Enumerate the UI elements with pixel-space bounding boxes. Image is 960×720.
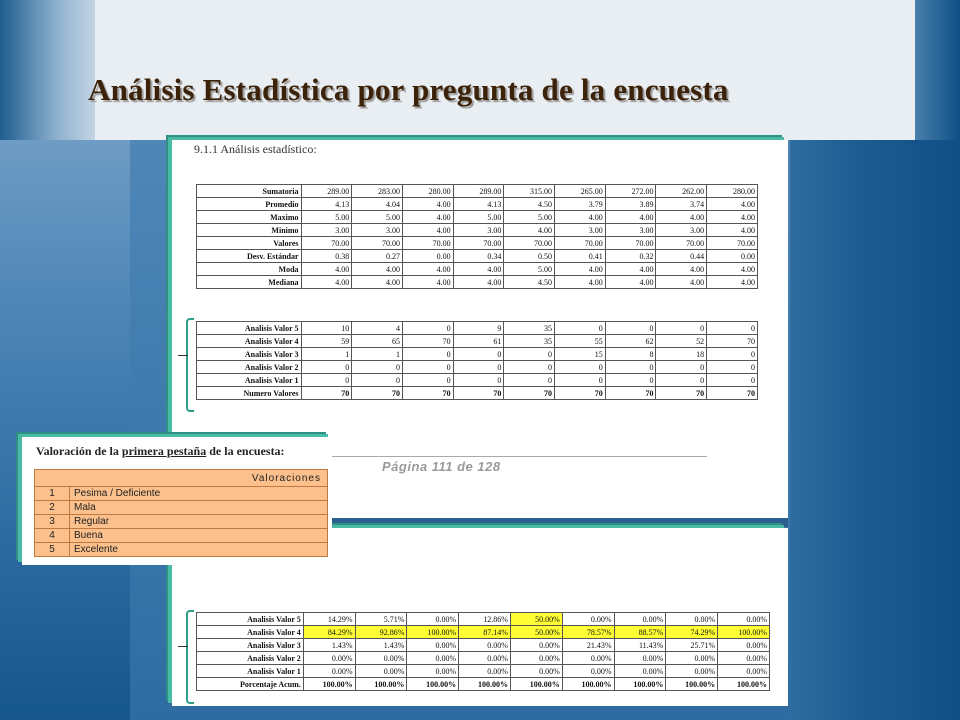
table-cell: 0 bbox=[707, 374, 758, 387]
table-cell: 4.04 bbox=[352, 198, 403, 211]
table-cell: 70.00 bbox=[402, 237, 453, 250]
table-cell: 5.00 bbox=[352, 211, 403, 224]
table-cell: 0.00% bbox=[718, 665, 770, 678]
table-cell: 78.57% bbox=[562, 626, 614, 639]
page-footer-rule bbox=[327, 456, 707, 457]
table-cell: 70 bbox=[352, 387, 403, 400]
table-cell: 50.00% bbox=[510, 613, 562, 626]
table-cell: 4.00 bbox=[555, 263, 606, 276]
row-label: Analisis Valor 4 bbox=[197, 626, 304, 639]
table-cell: 0 bbox=[402, 348, 453, 361]
table-cell: 0 bbox=[707, 348, 758, 361]
table-cell: 5.00 bbox=[301, 211, 352, 224]
table-cell: 0.00% bbox=[355, 652, 407, 665]
table-cell: 4.50 bbox=[504, 276, 555, 289]
valoracion-index: 2 bbox=[35, 501, 70, 515]
table-cell: 0 bbox=[453, 374, 504, 387]
table-cell: 4.00 bbox=[656, 276, 707, 289]
table-row bbox=[197, 613, 770, 626]
table-cell: 3.00 bbox=[453, 224, 504, 237]
table-cell: 8 bbox=[605, 348, 656, 361]
table-cell: 0.27 bbox=[352, 250, 403, 263]
table-cell: 0 bbox=[402, 361, 453, 374]
table-cell: 0.00% bbox=[407, 652, 459, 665]
section-heading: 9.1.1 Análisis estadístico: bbox=[194, 142, 317, 156]
table-cell: 4.00 bbox=[402, 211, 453, 224]
table-cell: 70.00 bbox=[352, 237, 403, 250]
table-cell: 0.00% bbox=[614, 665, 666, 678]
table-cell: 5.00 bbox=[504, 211, 555, 224]
table-cell: 70.00 bbox=[656, 237, 707, 250]
row-label: Moda bbox=[197, 263, 302, 276]
table-row bbox=[197, 237, 758, 250]
table-cell: 3.00 bbox=[656, 224, 707, 237]
table-cell: 70.00 bbox=[605, 237, 656, 250]
table-cell: 0 bbox=[352, 361, 403, 374]
table-cell: 0.00% bbox=[666, 665, 718, 678]
table-cell: 0.00% bbox=[459, 665, 511, 678]
table-row bbox=[197, 185, 758, 198]
table-cell: 100.00% bbox=[510, 678, 562, 691]
table-cell: 3.00 bbox=[555, 224, 606, 237]
table-cell: 0.34 bbox=[453, 250, 504, 263]
table-cell: 4.00 bbox=[453, 276, 504, 289]
table-cell: 4.00 bbox=[605, 263, 656, 276]
table-cell: 92.86% bbox=[355, 626, 407, 639]
heading-underlined: primera pestaña bbox=[121, 444, 207, 458]
table-cell: 21.43% bbox=[562, 639, 614, 652]
table-cell: 280.00 bbox=[402, 185, 453, 198]
row-label: Minimo bbox=[197, 224, 302, 237]
row-label: Promedio bbox=[197, 198, 302, 211]
table-cell: 0 bbox=[352, 374, 403, 387]
table-row bbox=[197, 665, 770, 678]
table-cell: 9 bbox=[453, 322, 504, 335]
table-cell: 70 bbox=[707, 387, 758, 400]
row-label: Mediana bbox=[197, 276, 302, 289]
table-cell: 0.00% bbox=[614, 613, 666, 626]
table-cell: 0 bbox=[605, 322, 656, 335]
valoraciones-table bbox=[34, 469, 328, 557]
table-cell: 0.00% bbox=[303, 665, 355, 678]
valoracion-row bbox=[35, 487, 328, 501]
slide-title: Análisis Estadística por pregunta de la encuesta bbox=[88, 72, 729, 107]
table-cell: 100.00% bbox=[614, 678, 666, 691]
table-cell: 3.79 bbox=[555, 198, 606, 211]
table-cell: 0.38 bbox=[301, 250, 352, 263]
valoracion-label: Pesima / Deficiente bbox=[70, 487, 328, 501]
table-cell: 70 bbox=[402, 387, 453, 400]
table-cell: 0.00% bbox=[718, 613, 770, 626]
table-cell: 87.14% bbox=[459, 626, 511, 639]
page-separator-bar bbox=[326, 518, 788, 527]
table-cell: 4.00 bbox=[656, 211, 707, 224]
bracket-percent bbox=[186, 610, 194, 704]
valoraciones-card bbox=[22, 437, 332, 565]
table-cell: 0 bbox=[555, 322, 606, 335]
table-cell: 1.43% bbox=[303, 639, 355, 652]
table-cell: 70.00 bbox=[453, 237, 504, 250]
valoracion-label: Excelente bbox=[70, 543, 328, 557]
table-cell: 0 bbox=[605, 361, 656, 374]
table-cell: 100.00% bbox=[459, 678, 511, 691]
percent-table bbox=[196, 612, 770, 691]
valoracion-label: Buena bbox=[70, 529, 328, 543]
table-cell: 4.00 bbox=[707, 224, 758, 237]
table-row bbox=[197, 678, 770, 691]
table-cell: 0 bbox=[504, 348, 555, 361]
table-cell: 3.89 bbox=[605, 198, 656, 211]
table-cell: 62 bbox=[605, 335, 656, 348]
valoracion-row bbox=[35, 515, 328, 529]
table-row bbox=[197, 224, 758, 237]
table-cell: 0 bbox=[301, 361, 352, 374]
table-cell: 0.00% bbox=[666, 613, 718, 626]
table-cell: 4.00 bbox=[301, 276, 352, 289]
valoracion-index: 5 bbox=[35, 543, 70, 557]
table-cell: 265.00 bbox=[555, 185, 606, 198]
table-cell: 35 bbox=[504, 335, 555, 348]
table-cell: 5.71% bbox=[355, 613, 407, 626]
table-cell: 0.00% bbox=[562, 665, 614, 678]
table-cell: 100.00% bbox=[718, 626, 770, 639]
table-cell: 280.00 bbox=[707, 185, 758, 198]
row-label: Analisis Valor 3 bbox=[197, 639, 304, 652]
table-cell: 0 bbox=[301, 374, 352, 387]
table-cell: 0.00% bbox=[407, 639, 459, 652]
row-label: Analisis Valor 5 bbox=[197, 613, 304, 626]
table-cell: 4.00 bbox=[453, 263, 504, 276]
table-cell: 289.00 bbox=[453, 185, 504, 198]
table-cell: 4.00 bbox=[352, 263, 403, 276]
table-row bbox=[197, 263, 758, 276]
row-label: Analisis Valor 1 bbox=[197, 374, 302, 387]
table-cell: 0 bbox=[555, 361, 606, 374]
table-cell: 100.00% bbox=[355, 678, 407, 691]
table-cell: 1 bbox=[301, 348, 352, 361]
table-cell: 25.71% bbox=[666, 639, 718, 652]
table-cell: 70 bbox=[555, 387, 606, 400]
table-cell: 283.00 bbox=[352, 185, 403, 198]
table-cell: 84.29% bbox=[303, 626, 355, 639]
table-row bbox=[197, 322, 758, 335]
table-cell: 70 bbox=[656, 387, 707, 400]
table-cell: 0 bbox=[656, 322, 707, 335]
table-cell: 4.50 bbox=[504, 198, 555, 211]
table-cell: 70 bbox=[301, 387, 352, 400]
bracket-tick bbox=[178, 646, 188, 647]
table-cell: 10 bbox=[301, 322, 352, 335]
table-cell: 4.00 bbox=[352, 276, 403, 289]
table-cell: 3.00 bbox=[352, 224, 403, 237]
table-row bbox=[197, 250, 758, 263]
table-cell: 4.00 bbox=[504, 224, 555, 237]
table-cell: 0.32 bbox=[605, 250, 656, 263]
table-cell: 4.00 bbox=[301, 263, 352, 276]
table-cell: 1.43% bbox=[355, 639, 407, 652]
table-cell: 4.00 bbox=[402, 198, 453, 211]
table-cell: 59 bbox=[301, 335, 352, 348]
row-label: Sumatoria bbox=[197, 185, 302, 198]
table-cell: 35 bbox=[504, 322, 555, 335]
table-cell: 14.29% bbox=[303, 613, 355, 626]
table-cell: 0 bbox=[453, 348, 504, 361]
table-cell: 4 bbox=[352, 322, 403, 335]
table-cell: 100.00% bbox=[303, 678, 355, 691]
table-cell: 5.00 bbox=[453, 211, 504, 224]
valoracion-index: 4 bbox=[35, 529, 70, 543]
table-cell: 0 bbox=[504, 374, 555, 387]
table-cell: 0.00% bbox=[562, 652, 614, 665]
table-cell: 70 bbox=[453, 387, 504, 400]
valoracion-row bbox=[35, 501, 328, 515]
table-cell: 0.00% bbox=[718, 639, 770, 652]
table-cell: 50.00% bbox=[510, 626, 562, 639]
table-cell: 4.00 bbox=[402, 224, 453, 237]
row-label: Porcentaje Acum. bbox=[197, 678, 304, 691]
counts-table bbox=[196, 321, 758, 400]
table-row bbox=[197, 374, 758, 387]
table-cell: 4.00 bbox=[402, 276, 453, 289]
table-cell: 74.29% bbox=[666, 626, 718, 639]
table-cell: 0.44 bbox=[656, 250, 707, 263]
row-label: Analisis Valor 2 bbox=[197, 361, 302, 374]
row-label: Analisis Valor 1 bbox=[197, 665, 304, 678]
table-cell: 18 bbox=[656, 348, 707, 361]
table-cell: 0 bbox=[707, 361, 758, 374]
table-row bbox=[197, 639, 770, 652]
table-row bbox=[197, 387, 758, 400]
table-cell: 0 bbox=[656, 361, 707, 374]
table-cell: 0.50 bbox=[504, 250, 555, 263]
table-cell: 100.00% bbox=[407, 678, 459, 691]
table-cell: 4.00 bbox=[707, 276, 758, 289]
table-cell: 4.00 bbox=[605, 211, 656, 224]
bracket-counts bbox=[186, 318, 194, 412]
table-cell: 70.00 bbox=[555, 237, 606, 250]
table-cell: 11.43% bbox=[614, 639, 666, 652]
table-cell: 0.00% bbox=[459, 652, 511, 665]
row-label: Numero Valores bbox=[197, 387, 302, 400]
heading-suffix: de la encuesta: bbox=[206, 444, 285, 458]
valoracion-row bbox=[35, 529, 328, 543]
table-cell: 70 bbox=[605, 387, 656, 400]
table-row bbox=[197, 276, 758, 289]
table-cell: 4.13 bbox=[301, 198, 352, 211]
table-cell: 52 bbox=[656, 335, 707, 348]
table-cell: 70.00 bbox=[504, 237, 555, 250]
table-row bbox=[197, 335, 758, 348]
valoraciones-header: Valoraciones bbox=[35, 470, 328, 487]
valoracion-row bbox=[35, 543, 328, 557]
table-cell: 3.00 bbox=[605, 224, 656, 237]
title-panel bbox=[95, 0, 915, 140]
table-cell: 262.00 bbox=[656, 185, 707, 198]
table-cell: 61 bbox=[453, 335, 504, 348]
table-cell: 4.13 bbox=[453, 198, 504, 211]
table-cell: 4.00 bbox=[707, 211, 758, 224]
table-cell: 0.00% bbox=[510, 665, 562, 678]
row-label: Valores bbox=[197, 237, 302, 250]
page-number: Página 111 de 128 bbox=[382, 459, 501, 474]
table-cell: 4.00 bbox=[555, 211, 606, 224]
table-cell: 3.00 bbox=[301, 224, 352, 237]
table-cell: 0.00% bbox=[666, 652, 718, 665]
table-cell: 272.00 bbox=[605, 185, 656, 198]
table-cell: 5.00 bbox=[504, 263, 555, 276]
table-cell: 315.00 bbox=[504, 185, 555, 198]
row-label: Analisis Valor 2 bbox=[197, 652, 304, 665]
table-cell: 0 bbox=[656, 374, 707, 387]
table-cell: 3.74 bbox=[656, 198, 707, 211]
table-cell: 0.00% bbox=[718, 652, 770, 665]
table-cell: 12.86% bbox=[459, 613, 511, 626]
table-cell: 0.00% bbox=[407, 613, 459, 626]
table-row bbox=[197, 198, 758, 211]
table-row bbox=[197, 361, 758, 374]
table-cell: 70 bbox=[707, 335, 758, 348]
table-cell: 100.00% bbox=[562, 678, 614, 691]
slide-background-right bbox=[790, 140, 960, 720]
table-cell: 0.00% bbox=[562, 613, 614, 626]
table-cell: 4.00 bbox=[402, 263, 453, 276]
table-cell: 0.00% bbox=[510, 652, 562, 665]
table-row bbox=[197, 348, 758, 361]
row-label: Maximo bbox=[197, 211, 302, 224]
table-cell: 15 bbox=[555, 348, 606, 361]
stats-table bbox=[196, 184, 758, 289]
row-label: Desv. Estándar bbox=[197, 250, 302, 263]
table-cell: 0.00% bbox=[355, 665, 407, 678]
valoraciones-heading bbox=[36, 444, 285, 459]
table-cell: 0.00% bbox=[407, 665, 459, 678]
table-cell: 0 bbox=[453, 361, 504, 374]
table-row bbox=[197, 652, 770, 665]
table-cell: 4.00 bbox=[707, 263, 758, 276]
table-cell: 88.57% bbox=[614, 626, 666, 639]
table-cell: 4.00 bbox=[707, 198, 758, 211]
table-cell: 4.00 bbox=[605, 276, 656, 289]
table-cell: 0 bbox=[402, 322, 453, 335]
table-cell: 65 bbox=[352, 335, 403, 348]
row-label: Analisis Valor 3 bbox=[197, 348, 302, 361]
slide-background-left bbox=[0, 140, 130, 720]
table-row bbox=[197, 626, 770, 639]
table-cell: 0 bbox=[555, 374, 606, 387]
table-cell: 0.00 bbox=[402, 250, 453, 263]
table-cell: 4.00 bbox=[555, 276, 606, 289]
table-row bbox=[197, 211, 758, 224]
table-cell: 100.00% bbox=[666, 678, 718, 691]
row-label: Analisis Valor 4 bbox=[197, 335, 302, 348]
valoracion-index: 3 bbox=[35, 515, 70, 529]
table-cell: 0 bbox=[605, 374, 656, 387]
table-cell: 0.00% bbox=[510, 639, 562, 652]
table-cell: 100.00% bbox=[407, 626, 459, 639]
table-cell: 55 bbox=[555, 335, 606, 348]
valoracion-label: Mala bbox=[70, 501, 328, 515]
valoracion-index: 1 bbox=[35, 487, 70, 501]
table-cell: 70 bbox=[504, 387, 555, 400]
table-cell: 100.00% bbox=[718, 678, 770, 691]
valoracion-label: Regular bbox=[70, 515, 328, 529]
table-cell: 70.00 bbox=[301, 237, 352, 250]
table-cell: 0 bbox=[707, 322, 758, 335]
table-cell: 1 bbox=[352, 348, 403, 361]
table-cell: 0 bbox=[402, 374, 453, 387]
table-cell: 70.00 bbox=[707, 237, 758, 250]
table-cell: 0.00% bbox=[459, 639, 511, 652]
table-cell: 0.00% bbox=[303, 652, 355, 665]
table-cell: 0.00% bbox=[614, 652, 666, 665]
table-cell: 289.00 bbox=[301, 185, 352, 198]
table-cell: 0.00 bbox=[707, 250, 758, 263]
heading-prefix: Valoración de la bbox=[36, 444, 122, 458]
table-cell: 70 bbox=[402, 335, 453, 348]
bracket-tick bbox=[178, 355, 188, 356]
table-cell: 0 bbox=[504, 361, 555, 374]
table-cell: 4.00 bbox=[656, 263, 707, 276]
row-label: Analisis Valor 5 bbox=[197, 322, 302, 335]
table-cell: 0.41 bbox=[555, 250, 606, 263]
